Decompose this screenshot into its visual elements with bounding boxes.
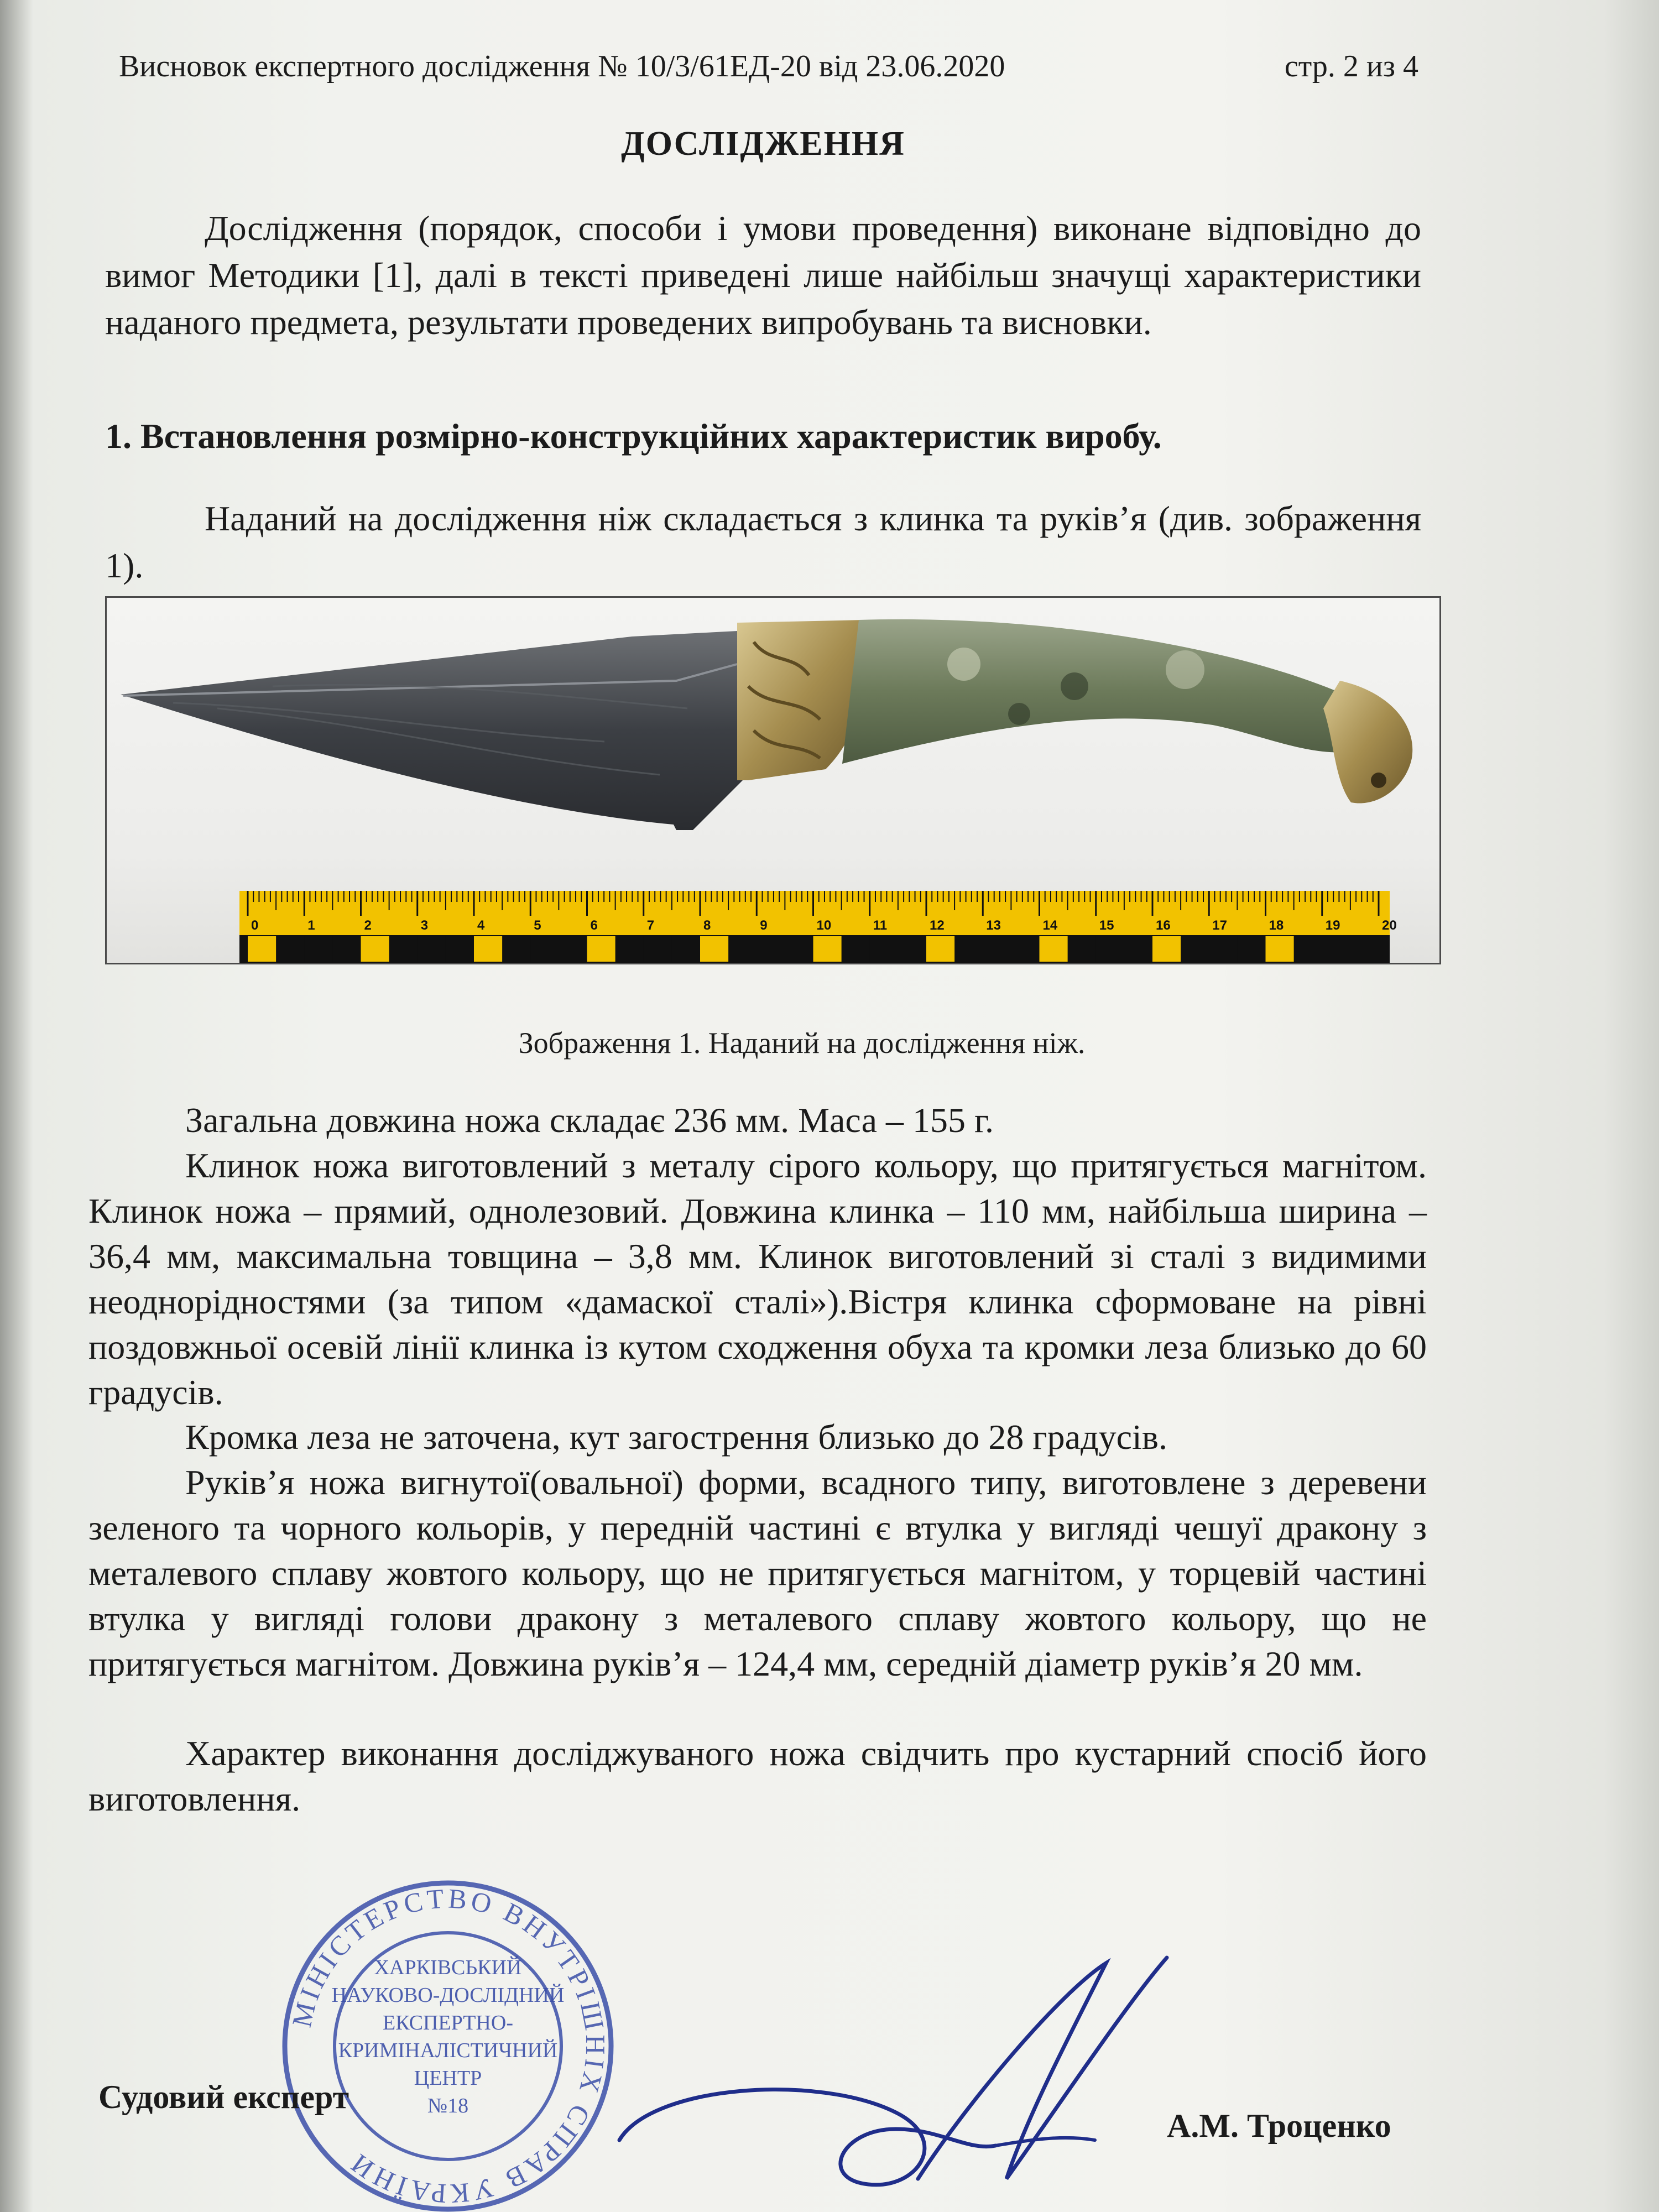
section-intro-paragraph: Наданий на дослідження ніж складається з клинка та руків’я (див. зображення 1). bbox=[105, 499, 1421, 585]
stamp-line: НАУКОВО-ДОСЛІДНИЙ bbox=[331, 1984, 565, 2007]
ruler-label: 20 bbox=[1382, 918, 1397, 933]
ruler-label: 12 bbox=[930, 918, 945, 933]
ruler-label: 3 bbox=[420, 918, 429, 933]
section-title: 1. Встановлення розмірно-конструкційних характеристик виробу. bbox=[105, 416, 1162, 456]
stamp-line: №18 bbox=[427, 2094, 469, 2117]
paragraph-dimensions: Загальна довжина ножа складає 236 мм. Маса – 155 г. bbox=[185, 1100, 994, 1140]
stamp-line: КРИМІНАЛІСТИЧНИЙ bbox=[338, 2039, 558, 2062]
ruler-label: 5 bbox=[534, 918, 541, 933]
ruler-label: 14 bbox=[1042, 918, 1058, 933]
ruler-label: 18 bbox=[1269, 918, 1284, 933]
ruler-label: 11 bbox=[873, 918, 888, 933]
ruler-label: 15 bbox=[1099, 918, 1114, 933]
ruler-label: 4 bbox=[477, 918, 485, 933]
ruler-label: 9 bbox=[760, 918, 768, 933]
intro-paragraph: Дослідження (порядок, способи і умови проведення) виконане відповідно до вимог Методики [1], далі в тексті приведені лише найбільш значущі характеристики наданого предмета, результати проведених випробувань та висновки. bbox=[105, 208, 1421, 342]
ruler-label: 7 bbox=[646, 918, 655, 933]
ruler-label: 19 bbox=[1325, 918, 1340, 933]
wooden-handle bbox=[842, 619, 1368, 764]
stamp-line: ЦЕНТР bbox=[414, 2067, 482, 2090]
expert-signature bbox=[608, 1947, 1272, 2212]
stamp-line: ЕКСПЕРТНО- bbox=[383, 2011, 513, 2034]
signature-role: Судовий експерт bbox=[98, 2079, 349, 2115]
ruler-label: 10 bbox=[816, 918, 832, 933]
signature-name: А.М. Троценко bbox=[1167, 2107, 1391, 2144]
ruler-label: 13 bbox=[986, 918, 1001, 933]
paragraph-blade: Клинок ножа виготовлений з металу сірого кольору, що притягується магнітом. Клинок ножа – прямий, однолезовий. Довжина клинка – 110 мм, найбільша ширина – 36,4 мм, максимальна товщина – 3,8 мм. Клинок виготовлений зі сталі з видимими неоднорідностями (за типом «дамаскої сталі»).Вістря клинка сформоване на рівні поздовжньої осевій лінії клинка із кутом сходження обуха та кромки леза близько до 60 градусів. bbox=[88, 1146, 1427, 1412]
page-number: стр. 2 из 4 bbox=[1284, 49, 1418, 84]
paragraph-edge: Кромка леза не заточена, кут загострення близько до 28 градусів. bbox=[185, 1417, 1167, 1457]
document-header bbox=[119, 49, 1418, 84]
ruler-label: 8 bbox=[703, 918, 711, 933]
ruler-label: 6 bbox=[590, 918, 598, 933]
svg-text:МІНІСТЕРСТВО ВНУТРІШНІХ СПРАВ: МІНІСТЕРСТВО ВНУТРІШНІХ СПРАВ УКРАЇНИ bbox=[285, 1882, 612, 2210]
knife-blade bbox=[121, 631, 743, 830]
ruler-label: 0 bbox=[251, 918, 259, 933]
page-title: ДОСЛІДЖЕННЯ bbox=[621, 125, 905, 163]
paragraph-handle: Руків’я ножа вигнутої(овальної) форми, всадного типу, виготовлене з деревени зеленого та чорного кольорів, у передній частині є втулка у вигляді чешуї дракону з металевого сплаву жовтого кольору, що не притягується магнітом, у торцевій частині втулка у вигляді голови дракону з металевого сплаву жовтого кольору, що не притягується магнітом. Довжина руків’я – 124,4 мм, середній діаметр руків’я 20 мм. bbox=[88, 1463, 1427, 1683]
figure-caption: Зображення 1. Наданий на дослідження ніж. bbox=[518, 1026, 1086, 1060]
official-stamp bbox=[276, 1880, 619, 2212]
scale-ruler bbox=[239, 891, 1397, 963]
ruler-label: 16 bbox=[1156, 918, 1171, 933]
header-title: Висновок експертного дослідження № 10/3/61ЕД-20 від 23.06.2020 bbox=[119, 49, 1005, 84]
ruler-label: 1 bbox=[307, 918, 315, 933]
knife-illustration bbox=[107, 598, 1439, 963]
paragraph-conclusion: Характер виконання досліджуваного ножа свідчить про кустарний спосіб його виготовлення. bbox=[88, 1734, 1427, 1818]
ruler-label: 17 bbox=[1212, 918, 1227, 933]
knife-photo bbox=[105, 596, 1441, 964]
stamp-line: ХАРКІВСЬКИЙ bbox=[374, 1956, 522, 1979]
ruler-label: 2 bbox=[364, 918, 372, 933]
dragon-head-pommel bbox=[1323, 681, 1412, 804]
